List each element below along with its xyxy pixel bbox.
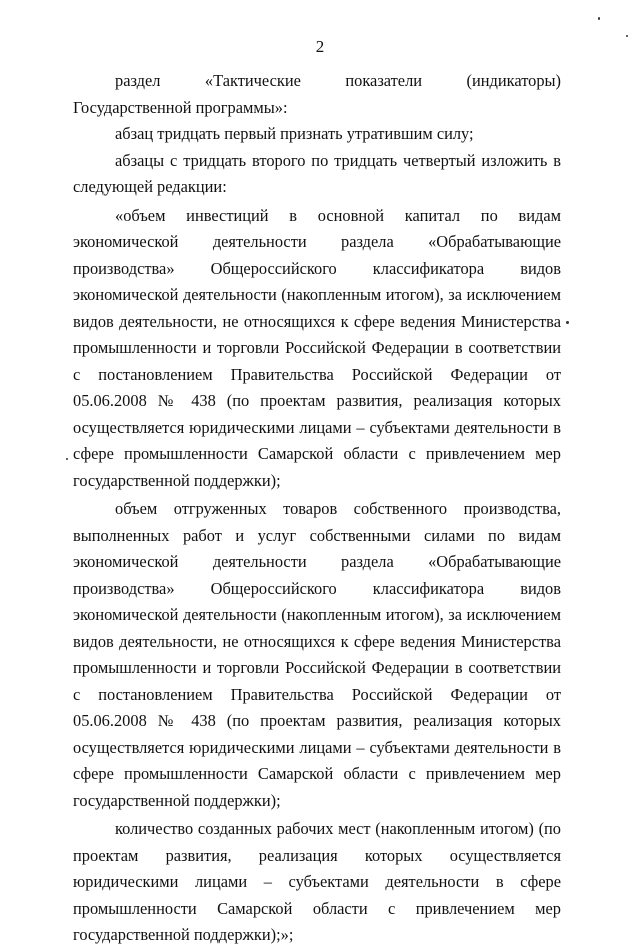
paragraph-jobs-indicator: количество созданных рабочих мест (накопленным итогом) (по проектам развития, реализация которых осуществляется юридическими лицами – субъектами деятельности в сфере промышленности Самарской области с привлечением мер государственной поддержки);»; <box>73 819 561 944</box>
scan-speck <box>566 321 569 324</box>
paragraph-section-heading: раздел «Тактические показатели (индикаторы) Государственной программы»: <box>73 71 561 117</box>
page-number: 2 <box>315 37 325 56</box>
paragraph-shipped-goods-indicator: объем отгруженных товаров собственного производства, выполненных работ и услуг собственными силами по видам экономической деятельности раздела «Обрабатывающие производства» Общероссийского классификатора видов экономической деятельности (накопленным итогом), за исключением видов деятельности, не относящихся к сфере ведения Министерства промышленности и торговли Российской Федерации в соответствии с постановлением Правительства Российской Федерации от 05.06.2008 № 438 (по проектам развития, реализация которых осуществляется юридическими лицами – субъектами деятельности в сфере промышленности Самарской области с привлечением мер государственной поддержки); <box>73 499 561 810</box>
document-body <box>73 68 561 949</box>
scan-speck <box>626 35 628 37</box>
scan-speck <box>598 17 600 20</box>
paragraph-investment-indicator: «объем инвестиций в основной капитал по видам экономической деятельности раздела «Обрабатывающие производства» Общероссийского классификатора видов экономической деятельности (накопленным итогом), за исключением видов деятельности, не относящихся к сфере ведения Министерства промышленности и торговли Российской Федерации в соответствии с постановлением Правительства Российской Федерации от 05.06.2008 № 438 (по проектам развития, реализация которых осуществляется юридическими лицами – субъектами деятельности в сфере промышленности Самарской области с привлечением мер государственной поддержки); <box>73 205 561 490</box>
scan-speck <box>66 458 68 460</box>
paragraph-repeal: абзац тридцать первый признать утратившим силу; <box>115 124 474 143</box>
paragraph-amend-intro: абзацы с тридцать второго по тридцать четвертый изложить в следующей редакции: <box>73 150 561 196</box>
